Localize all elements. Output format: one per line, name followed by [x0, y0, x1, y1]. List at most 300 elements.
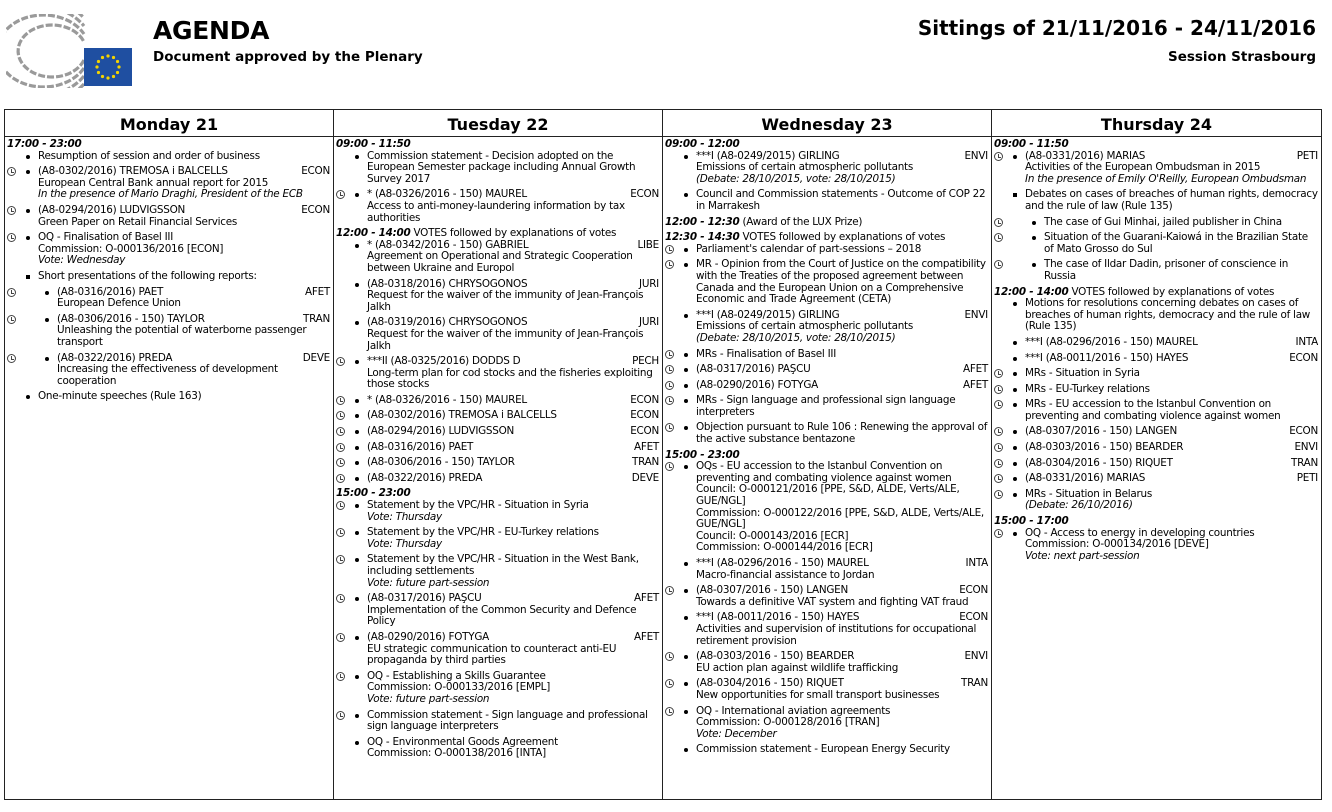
item-note: Vote: Wednesday	[38, 254, 126, 267]
agenda-item[interactable]	[7, 232, 330, 267]
agenda-item[interactable]	[665, 651, 988, 674]
item-title: MRs - EU-Turkey relations	[1025, 382, 1150, 395]
agenda-item[interactable]	[7, 353, 330, 388]
agenda-item[interactable]	[994, 232, 1318, 255]
agenda-item[interactable]	[994, 473, 1318, 485]
bullet-icon	[355, 531, 359, 535]
clock-icon	[7, 167, 16, 176]
agenda-item[interactable]	[665, 422, 988, 445]
clock-icon	[994, 427, 1003, 436]
bullet-icon	[26, 395, 30, 399]
bullet-icon	[684, 562, 688, 566]
item-note: In the presence of Mario Draghi, President of the ECB	[38, 188, 303, 201]
agenda-item[interactable]	[994, 368, 1318, 380]
day-body	[5, 137, 333, 403]
item-title: (A8-0331/2016) MARIAS	[1025, 149, 1146, 162]
agenda-item[interactable]	[7, 271, 330, 283]
eu-star-icon	[95, 65, 98, 68]
agenda-item[interactable]	[336, 410, 659, 422]
clock-icon	[994, 400, 1003, 409]
item-title: Statement by the VPC/HR - Situation in Syria	[367, 499, 589, 512]
item-title: Situation of the Guarani-Kaiowá in the Brazilian State of Mato Grosso do Sul	[1044, 231, 1308, 255]
item-title-row	[38, 391, 330, 403]
committee-code: ECON	[959, 611, 988, 624]
agenda-item[interactable]	[665, 244, 988, 256]
clock-icon	[994, 369, 1003, 378]
item-title-row	[367, 426, 659, 438]
item-title: (A8-0307/2016 - 150) LANGEN	[1025, 425, 1178, 438]
agenda-item[interactable]	[336, 426, 659, 438]
clock-icon	[336, 357, 345, 366]
bullet-icon	[1013, 462, 1017, 466]
time-slot-note: VOTES followed by explanations of votes	[1068, 285, 1275, 298]
item-note: Vote: Thursday	[367, 510, 442, 523]
committee-code: ECON	[1289, 351, 1318, 364]
clock-icon	[336, 396, 345, 405]
item-title-row	[696, 461, 988, 484]
item-title: (A8-0290/2016) FOTYGA	[367, 630, 490, 643]
bullet-icon	[684, 399, 688, 403]
bullet-icon	[1013, 493, 1017, 497]
item-title-row	[367, 410, 659, 422]
agenda-item[interactable]	[665, 189, 988, 212]
item-title: * (A8-0342/2016 - 150) GABRIEL	[367, 238, 529, 251]
agenda-item[interactable]	[665, 612, 988, 647]
item-detail: Commission: O-000136/2016 [ECON]	[38, 242, 224, 255]
agenda-item[interactable]	[665, 678, 988, 701]
agenda-item[interactable]	[336, 240, 659, 275]
item-detail: Access to anti-money-laundering information by tax authorities	[367, 199, 625, 224]
time-range: 12:00 - 14:00	[336, 227, 411, 240]
bullet-icon	[355, 597, 359, 601]
item-title: Commission statement - Decision adopted on the European Semester package including Annual Growth Survey 2017	[367, 149, 636, 185]
item-title-row	[1025, 337, 1318, 349]
item-detail: EU action plan against wildlife trafficking	[696, 661, 899, 674]
clock-icon	[336, 594, 345, 603]
committee-code: DEVE	[302, 351, 330, 364]
item-title: (A8-0302/2016) TREMOSA i BALCELLS	[38, 165, 228, 178]
agenda-item[interactable]	[7, 314, 330, 349]
agenda-item[interactable]	[994, 399, 1318, 422]
committee-code: AFET	[634, 592, 659, 605]
bullet-icon	[355, 636, 359, 640]
item-title: (A8-0307/2016 - 150) LANGEN	[696, 584, 849, 597]
bullet-icon	[26, 170, 30, 174]
agenda-item[interactable]	[665, 706, 988, 741]
bullet-icon	[1013, 446, 1017, 450]
clock-icon	[994, 443, 1003, 452]
item-title: ***I (A8-0249/2015) GIRLING	[696, 149, 840, 162]
eu-star-icon	[101, 56, 104, 59]
day-body	[334, 137, 662, 760]
item-title: Commission statement - Sign language and professional sign language interpreters	[367, 708, 648, 733]
item-title-row	[696, 364, 988, 376]
item-title: (A8-0318/2016) CHRYSOGONOS	[367, 277, 528, 290]
bullet-icon	[1032, 221, 1036, 225]
item-note: Vote: future part-session	[367, 692, 490, 705]
item-title: Council and Commission statements - Outcome of COP 22 in Marrakesh	[696, 188, 986, 212]
clock-icon	[336, 411, 345, 420]
bullet-icon	[684, 368, 688, 372]
agenda-item[interactable]	[336, 395, 659, 407]
time-range: 12:00 - 12:30	[665, 215, 740, 228]
agenda-item[interactable]	[665, 461, 988, 554]
agenda-table	[4, 109, 1322, 800]
bullet-icon	[684, 248, 688, 252]
bullet-icon	[684, 616, 688, 620]
item-detail: Emissions of certain atmospheric pollutants	[696, 320, 914, 333]
committee-code: ECON	[630, 393, 659, 406]
agenda-item[interactable]	[994, 259, 1318, 282]
item-title-row	[696, 744, 988, 756]
item-title: Short presentations of the following reports:	[38, 269, 257, 282]
time-range: 09:00 - 11:50	[336, 138, 411, 150]
agenda-item[interactable]	[994, 458, 1318, 470]
bullet-icon	[1013, 532, 1017, 536]
item-title: (A8-0316/2016) PAET	[57, 285, 164, 298]
agenda-item[interactable]	[665, 364, 988, 376]
bullet-icon	[1013, 388, 1017, 392]
item-title: OQ - Environmental Goods Agreement	[367, 735, 558, 748]
agenda-item[interactable]	[665, 349, 988, 361]
committee-code: ECON	[301, 165, 330, 178]
item-title: (A8-0317/2016) PAŞCU	[367, 592, 482, 605]
bullet-icon	[684, 314, 688, 318]
bullet-icon	[355, 414, 359, 418]
item-title: OQ - Establishing a Skills Guarantee	[367, 669, 546, 682]
clock-icon	[994, 152, 1003, 161]
agenda-item[interactable]	[336, 593, 659, 628]
agenda-item[interactable]	[7, 287, 330, 310]
item-detail: Implementation of the Common Security and Defence Policy	[367, 603, 637, 628]
clock-icon	[336, 443, 345, 452]
bullet-icon	[1013, 403, 1017, 407]
item-title-row	[696, 395, 988, 418]
committee-code: TRAN	[1290, 456, 1318, 469]
agenda-item[interactable]	[665, 151, 988, 186]
agenda-item[interactable]	[994, 426, 1318, 438]
item-title-row	[367, 500, 659, 512]
committee-code: JURI	[639, 316, 659, 329]
clock-icon	[665, 586, 674, 595]
agenda-item[interactable]	[336, 671, 659, 706]
item-detail: New opportunities for small transport businesses	[696, 688, 940, 701]
clock-icon	[665, 365, 674, 374]
clock-icon	[665, 396, 674, 405]
item-title: (A8-0306/2016 - 150) TAYLOR	[367, 456, 515, 469]
time-slot-note: VOTES followed by explanations of votes	[410, 227, 617, 240]
agenda-item[interactable]	[336, 279, 659, 314]
item-title: (A8-0319/2016) CHRYSOGONOS	[367, 316, 528, 329]
clock-icon	[665, 245, 674, 254]
item-title: Parliament's calendar of part-sessions – 2018	[696, 242, 922, 255]
agenda-item[interactable]	[994, 217, 1318, 229]
item-title-row	[696, 558, 988, 570]
item-detail: Green Paper on Retail Financial Services	[38, 215, 238, 228]
clock-icon	[994, 385, 1003, 394]
bullet-icon	[26, 236, 30, 240]
agenda-item[interactable]	[994, 151, 1318, 186]
item-title: ***I (A8-0249/2015) GIRLING	[696, 308, 840, 321]
agenda-item[interactable]	[336, 356, 659, 391]
item-title-row	[696, 380, 988, 392]
agenda-item[interactable]	[665, 259, 988, 305]
committee-code: TRAN	[302, 312, 330, 325]
committee-code: ECON	[630, 409, 659, 422]
item-detail: Commission: O-000128/2016 [TRAN]	[696, 716, 880, 729]
agenda-item[interactable]	[665, 310, 988, 345]
bullet-icon	[684, 193, 688, 197]
item-note: Vote: next part-session	[1025, 549, 1140, 562]
time-block	[336, 139, 659, 224]
bullet-icon	[1013, 372, 1017, 376]
time-slot-heading	[665, 217, 988, 229]
item-title-row	[1025, 442, 1318, 454]
time-range: 09:00 - 11:50	[994, 138, 1069, 150]
item-title: ***II (A8-0325/2016) DODDS D	[367, 355, 521, 368]
item-title: (A8-0294/2016) LUDVIGSSON	[38, 203, 186, 216]
item-detail: Request for the waiver of the immunity of Jean-François Jalkh	[367, 327, 644, 352]
agenda-item[interactable]	[994, 489, 1318, 512]
clock-icon	[665, 707, 674, 716]
item-title: (A8-0331/2016) MARIAS	[1025, 472, 1146, 485]
item-title: Statement by the VPC/HR - Situation in the West Bank, including settlements	[367, 553, 639, 577]
time-block	[665, 217, 988, 229]
item-title-row	[367, 395, 659, 407]
agenda-item[interactable]	[994, 442, 1318, 454]
item-title: (A8-0322/2016) PREDA	[367, 471, 483, 484]
time-range: 17:00 - 23:00	[7, 138, 82, 150]
item-detail: Commission: O-000134/2016 [DEVE]	[1025, 538, 1209, 551]
time-slot-note: (Award of the LUX Prize)	[739, 215, 863, 228]
item-title: ***I (A8-0296/2016 - 150) MAUREL	[696, 557, 869, 569]
item-title-row	[1025, 458, 1318, 470]
agenda-item[interactable]	[7, 151, 330, 163]
clock-icon	[7, 206, 16, 215]
item-detail: European Central Bank annual report for 2015	[38, 176, 269, 189]
item-title-row	[367, 554, 659, 577]
item-detail: Towards a definitive VAT system and fighting VAT fraud	[696, 595, 969, 608]
committee-code: LIBE	[637, 238, 659, 251]
agenda-item[interactable]	[336, 527, 659, 550]
item-title-row	[696, 349, 988, 361]
clock-icon	[7, 354, 16, 363]
agenda-item[interactable]	[7, 205, 330, 228]
eu-star-icon	[106, 76, 109, 79]
item-detail: Increasing the effectiveness of development cooperation	[57, 363, 278, 387]
agenda-item[interactable]	[7, 391, 330, 403]
agenda-item[interactable]	[336, 457, 659, 469]
clock-icon	[994, 218, 1003, 227]
item-title-row	[1025, 384, 1318, 396]
item-title-row	[696, 259, 988, 305]
clock-icon	[336, 528, 345, 537]
item-title: MRs - Situation in Syria	[1025, 367, 1140, 380]
committee-code: JURI	[639, 277, 659, 290]
committee-code: ECON	[301, 203, 330, 216]
agenda-item[interactable]	[665, 744, 988, 756]
item-title: Debates on cases of breaches of human rights, democracy and the rule of law (Rule 135)	[1025, 188, 1318, 212]
bullet-icon	[355, 741, 359, 745]
committee-code: ECON	[630, 188, 659, 201]
clock-icon	[665, 381, 674, 390]
square-bullet-icon	[26, 275, 30, 279]
agenda-item[interactable]	[665, 585, 988, 608]
bullet-icon	[355, 461, 359, 465]
clock-icon	[994, 260, 1003, 269]
clock-icon	[665, 679, 674, 688]
item-title-row	[696, 651, 988, 663]
bullet-icon	[355, 244, 359, 248]
time-range: 09:00 - 12:00	[665, 138, 740, 150]
bullet-icon	[355, 558, 359, 562]
agenda-item[interactable]	[336, 317, 659, 352]
item-title-row	[1025, 426, 1318, 438]
agenda-item[interactable]	[994, 528, 1318, 563]
bullet-icon	[355, 283, 359, 287]
item-title: * (A8-0326/2016 - 150) MAUREL	[367, 188, 527, 201]
item-detail: Commission: O-000144/2016 [ECR]	[696, 541, 873, 554]
agenda-item[interactable]	[665, 380, 988, 392]
bullet-icon	[355, 477, 359, 481]
item-title-row	[1025, 473, 1318, 485]
eu-star-icon	[101, 75, 104, 78]
bullet-icon	[355, 321, 359, 325]
agenda-item[interactable]	[994, 189, 1318, 212]
item-detail: Long-term plan for cod stocks and the fisheries exploiting those stocks	[367, 366, 653, 391]
committee-code: TRAN	[631, 456, 659, 469]
clock-icon	[336, 458, 345, 467]
item-title: Statement by the VPC/HR - EU-Turkey relations	[367, 526, 599, 539]
agenda-item[interactable]	[665, 395, 988, 418]
item-title: MRs - EU accession to the Istanbul Convention on preventing and combating violence against women	[1025, 398, 1281, 422]
agenda-item[interactable]	[336, 189, 659, 224]
item-title-row	[696, 422, 988, 445]
item-detail: Emissions of certain atmospheric pollutants	[696, 161, 914, 174]
bullet-icon	[355, 430, 359, 434]
bullet-icon	[684, 748, 688, 752]
time-range: 12:00 - 14:00	[994, 285, 1069, 298]
item-title: (A8-0316/2016) PAET	[367, 440, 474, 453]
committee-code: ECON	[630, 425, 659, 438]
agenda-item[interactable]	[336, 710, 659, 733]
committee-code: PETI	[1296, 472, 1318, 485]
time-block	[665, 232, 988, 446]
item-title: MRs - Finalisation of Basel III	[696, 347, 837, 360]
clock-icon	[336, 190, 345, 199]
agenda-item[interactable]	[336, 632, 659, 667]
time-block	[665, 450, 988, 756]
item-title-row	[367, 356, 659, 368]
agenda-item[interactable]	[336, 554, 659, 589]
item-title: (A8-0317/2016) PAŞCU	[696, 363, 811, 376]
item-title: (A8-0294/2016) LUDVIGSSON	[367, 425, 515, 438]
time-slot-heading	[994, 139, 1318, 151]
bullet-icon	[1032, 236, 1036, 240]
item-title: (A8-0290/2016) FOTYGA	[696, 378, 819, 391]
committee-code: PETI	[1296, 149, 1318, 162]
bullet-icon	[355, 155, 359, 159]
item-title: MRs - Sign language and professional sign language interpreters	[696, 394, 956, 418]
agenda-item[interactable]	[994, 384, 1318, 396]
item-detail: Activities of the European Ombudsman in 2015	[1025, 161, 1261, 174]
clock-icon	[994, 233, 1003, 242]
item-title: (A8-0306/2016 - 150) TAYLOR	[57, 312, 205, 325]
bullet-icon	[45, 291, 49, 295]
agenda-header	[0, 0, 1332, 100]
item-detail: Commission: O-000133/2016 [EMPL]	[367, 681, 551, 694]
agenda-item[interactable]	[336, 737, 659, 760]
square-bullet-icon	[1013, 193, 1017, 197]
clock-icon	[7, 233, 16, 242]
agenda-item[interactable]	[336, 151, 659, 186]
bullet-icon	[684, 465, 688, 469]
committee-code: AFET	[963, 378, 988, 391]
item-title: OQ - Finalisation of Basel III	[38, 231, 174, 244]
time-slot-heading	[665, 232, 988, 244]
committee-code: ENVI	[964, 650, 988, 663]
agenda-item[interactable]	[336, 500, 659, 523]
day-header: Wednesday 23	[663, 110, 991, 137]
item-note: (Debate: 28/10/2015, vote: 28/10/2015)	[696, 331, 896, 344]
bullet-icon	[684, 426, 688, 430]
item-title-row	[1025, 353, 1318, 365]
day-column	[663, 110, 992, 799]
item-title-row	[367, 710, 659, 733]
time-range: 15:00 - 17:00	[994, 515, 1069, 528]
item-detail: EU strategic communication to counteract anti-EU propaganda by third parties	[367, 642, 617, 667]
day-body	[992, 137, 1321, 562]
item-title-row	[1025, 189, 1318, 212]
agenda-item[interactable]	[7, 166, 330, 201]
clock-icon	[336, 501, 345, 510]
time-range: 15:00 - 23:00	[665, 448, 740, 461]
clock-icon	[665, 350, 674, 359]
bullet-icon	[26, 209, 30, 213]
committee-code: ENVI	[964, 149, 988, 162]
item-title-row	[1025, 298, 1318, 333]
time-slot-heading	[994, 516, 1318, 528]
clock-icon	[336, 474, 345, 483]
time-block	[336, 228, 659, 484]
committee-code: PECH	[632, 355, 659, 368]
clock-icon	[994, 529, 1003, 538]
agenda-item[interactable]	[336, 473, 659, 485]
item-detail: Unleashing the potential of waterborne passenger transport	[57, 324, 307, 348]
item-detail: European Defence Union	[57, 297, 181, 310]
agenda-item[interactable]	[994, 353, 1318, 365]
committee-code: TRAN	[960, 677, 988, 690]
eu-star-icon	[106, 54, 109, 57]
item-detail: Commission: O-000138/2016 [INTA]	[367, 747, 546, 760]
page-title: AGENDA	[153, 16, 270, 45]
agenda-item[interactable]	[336, 442, 659, 454]
eu-star-icon	[117, 65, 120, 68]
item-title: ***I (A8-0296/2016 - 150) MAUREL	[1025, 335, 1198, 348]
time-block	[665, 139, 988, 213]
item-title-row	[367, 457, 659, 469]
committee-code: INTA	[1295, 335, 1318, 348]
time-block	[7, 139, 330, 403]
bullet-icon	[684, 155, 688, 159]
agenda-item[interactable]	[994, 298, 1318, 333]
day-header: Tuesday 22	[334, 110, 662, 137]
item-note: In the presence of Emily O'Reilly, European Ombudsman	[1025, 172, 1307, 185]
agenda-item[interactable]	[665, 558, 988, 581]
page-subtitle: Document approved by the Plenary	[153, 49, 423, 65]
agenda-item[interactable]	[994, 337, 1318, 349]
time-slot-heading	[336, 139, 659, 151]
